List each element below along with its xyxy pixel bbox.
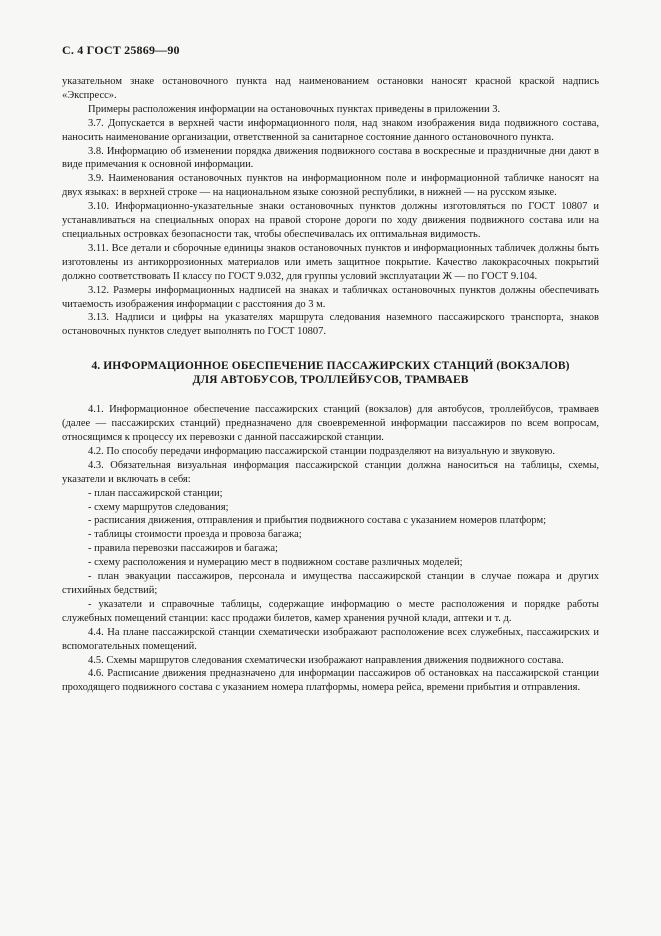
paragraph-4-3: 4.3. Обязательная визуальная информация пассажирской станции должна наноситься на таблицы, схемы, указатели и включать в себя: <box>62 459 599 485</box>
list-item: - расписания движения, отправления и прибытия подвижного состава с указанием номеров платформ; <box>88 515 547 527</box>
list-item: - правила перевозки пассажиров и багажа; <box>88 543 278 555</box>
paragraph-4-2: 4.2. По способу передачи информацию пассажирской станции подразделяют на визуальную и звуковую. <box>88 445 555 457</box>
section-4-title-line-1: 4. ИНФОРМАЦИОННОЕ ОБЕСПЕЧЕНИЕ ПАССАЖИРСКИХ СТАНЦИЙ (ВОКЗАЛОВ) <box>91 360 570 373</box>
list-item: - указатели и справочные таблицы, содержащие информацию о месте расположения и порядке работы служебных помещений станции: касс продажи билетов, камер хранения ручной клади, аптеки и т. д. <box>62 598 599 624</box>
paragraph-3-12: 3.12. Размеры информационных надписей на знаках и табличках остановочных пунктов должны обеспечивать читаемость изображения информации с расстояния до 3 м. <box>62 284 599 310</box>
paragraph-3-9: 3.9. Наименования остановочных пунктов на информационном поле и информационной табличке наносят на двух языках: в верхней строке — на национальном языке союзной республики, в нижней — на русском языке. <box>62 173 599 199</box>
paragraph-4-1: 4.1. Информационное обеспечение пассажирских станций (вокзалов) для автобусов, троллейбусов, трамваев (далее — пассажирских станций) предназначено для своевременной информации пассажиров по всем вопросам, относящимся к процессу их перевозки с данной пассажирской станции. <box>62 404 599 444</box>
list-item: - схему маршрутов следования; <box>88 501 229 513</box>
paragraph-3-7: 3.7. Допускается в верхней части информационного поля, над знаком изображения вида подвижного состава, наносить наименование организации, ответственной за санитарное состояние данного остановочного пункта. <box>62 117 599 143</box>
spacer <box>62 387 599 403</box>
paragraph-4-6: 4.6. Расписание движения предназначено для информации пассажиров об остановках на пассажирской станции проходящего подвижного состава с указанием номера платформы, номера рейса, времени прибытия и отправления. <box>62 668 599 694</box>
section-4-title-line-2: ДЛЯ АВТОБУСОВ, ТРОЛЛЕЙБУСОВ, ТРАМВАЕВ <box>192 374 469 387</box>
paragraph-4-4: 4.4. На плане пассажирской станции схематически изображают расположение всех служебных, пассажирских и вспомогательных помещений. <box>62 626 599 652</box>
paragraph-3-6-cont: указательном знаке остановочного пункта над наименованием остановки наносят красной краской надпись «Экспресс». <box>62 76 599 101</box>
document-body <box>62 75 599 695</box>
list-item: - план эвакуации пассажиров, персонала и имущества пассажирской станции в случае пожара и других стихийных бедствий; <box>62 571 599 596</box>
list-item: - схему расположения и нумерацию мест в подвижном составе различных моделей; <box>88 557 463 569</box>
spacer <box>62 339 599 359</box>
paragraph-3-13: 3.13. Надписи и цифры на указателях маршрута следования наземного пассажирского транспорта, знаков остановочных пунктов следует выполнять по ГОСТ 10807. <box>62 312 599 338</box>
list-item: - таблицы стоимости проезда и провоза багажа; <box>88 529 302 541</box>
paragraph-3-8: 3.8. Информацию об изменении порядка движения подвижного состава в воскресные и праздничные дни дают в виде примечания к основной информации. <box>62 145 599 171</box>
list-item: - план пассажирской станции; <box>88 487 223 499</box>
paragraph-examples: Примеры расположения информации на остановочных пунктах приведены в приложении 3. <box>88 103 501 115</box>
paragraph-4-5: 4.5. Схемы маршрутов следования схематически изображают направления движения подвижного состава. <box>88 654 564 666</box>
page-header: С. 4 ГОСТ 25869—90 <box>62 43 180 57</box>
paragraph-3-11: 3.11. Все детали и сборочные единицы знаков остановочных пунктов и информационных табличек должны быть изготовлены из антикоррозионных материалов или иметь защитное покрытие. Качество лакокрасочных покрытий должно соответствовать II классу по ГОСТ 9.032, для группы условий эксплуатации Ж — по ГОСТ 9.104. <box>62 242 599 282</box>
paragraph-3-10: 3.10. Информационно-указательные знаки остановочных пунктов должны изготовляться по ГОСТ 10807 и устанавливаться на специальных опорах на правой стороне дороги по ходу движения подвижного состава или на специальных островках безопасности так, чтобы обеспечивалась их оптимальная видимость. <box>62 201 599 240</box>
